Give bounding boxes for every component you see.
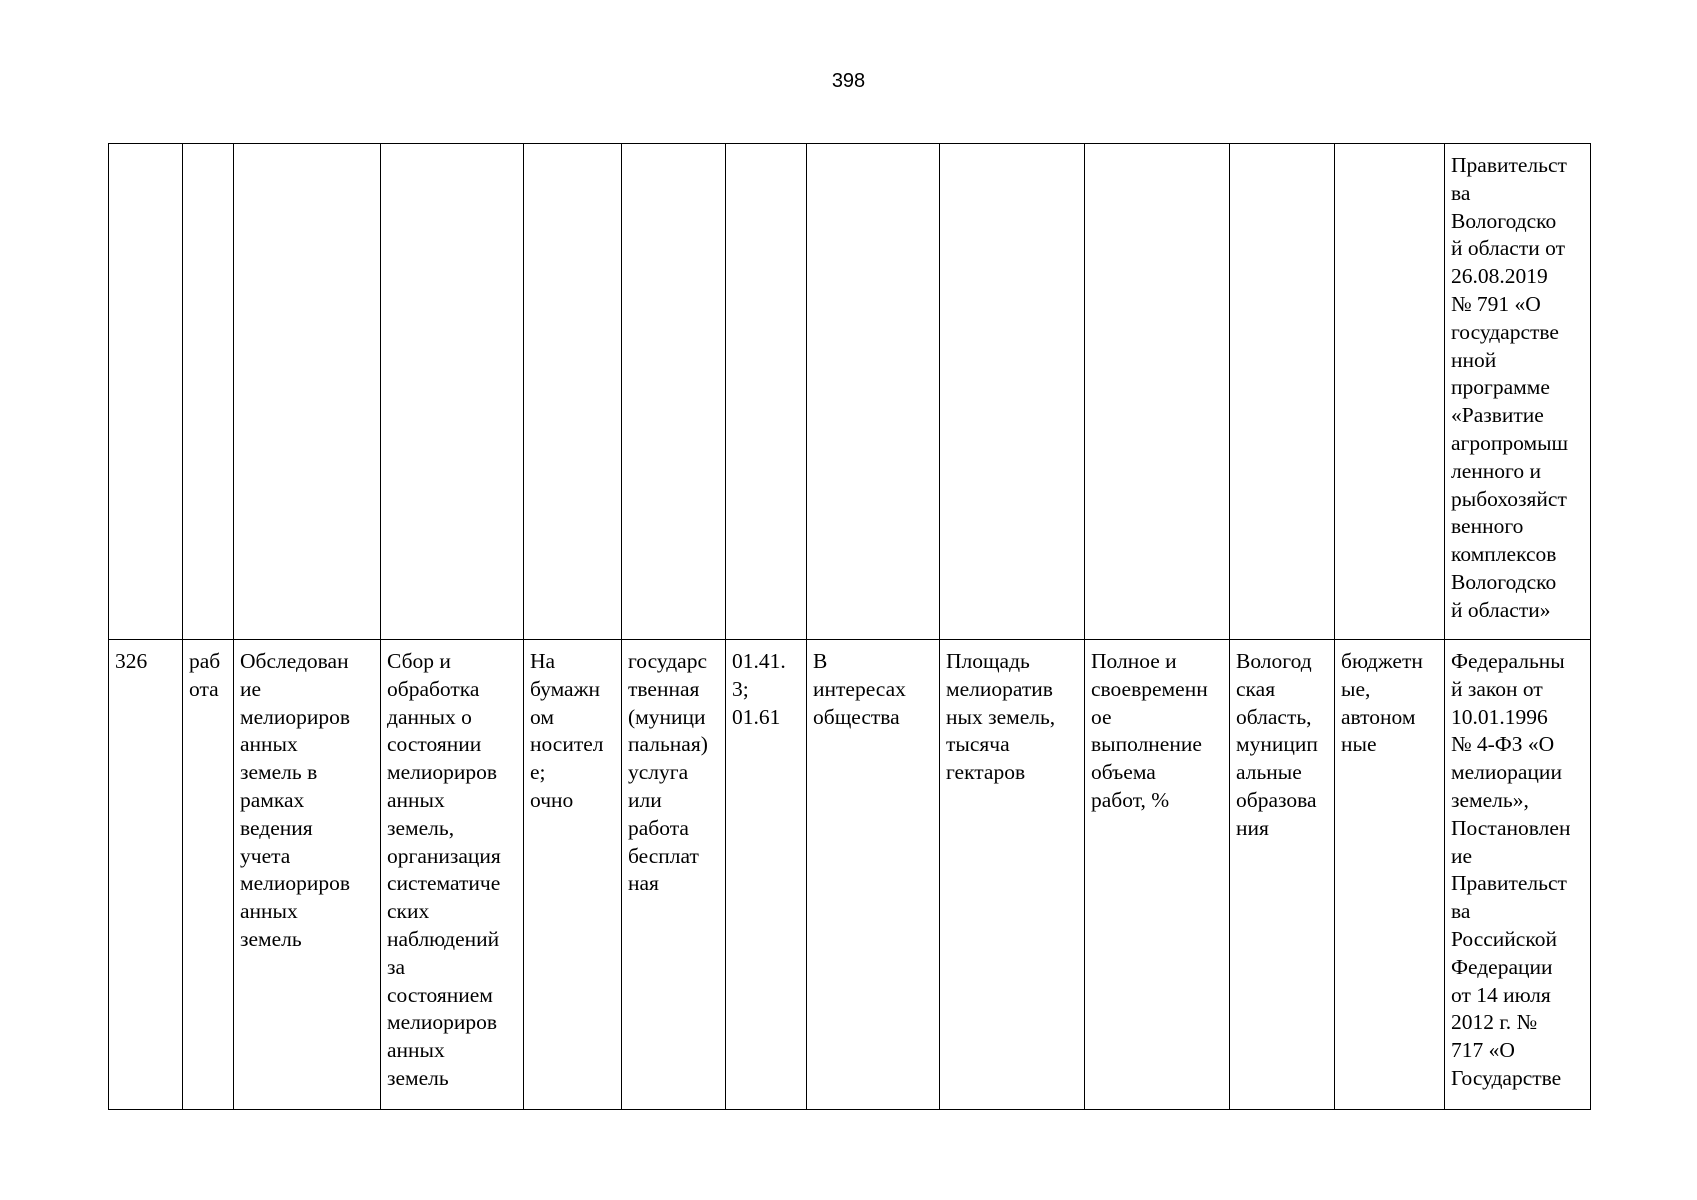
cell-form: [524, 144, 622, 640]
cell-institution-type: [1335, 144, 1445, 640]
cell-volume-indicator: [940, 144, 1085, 640]
table-row: [109, 640, 1591, 1110]
cell-okved: [726, 144, 807, 640]
cell-consumers: В интересах общества: [807, 640, 940, 1110]
table-row-continuation: [109, 144, 1591, 640]
cell-quality-indicator: Полное и своевременн ое выполнение объема работ, %: [1085, 640, 1230, 1110]
cell-consumers: [807, 144, 940, 640]
document-table: [108, 143, 1591, 1110]
cell-quality-indicator: [1085, 144, 1230, 640]
cell-okved: 01.41. 3; 01.61: [726, 640, 807, 1110]
cell-content: Сбор и обработка данных о состоянии мелиориров анных земель, организация систематиче ских наблюдений за состоянием мелиориров анных земель: [381, 640, 524, 1110]
cell-number: 326: [109, 640, 183, 1110]
cell-work-name: Обследован ие мелиориров анных земель в рамках ведения учета мелиориров анных земель: [234, 640, 381, 1110]
cell-payment: [622, 144, 726, 640]
page-number: 398: [831, 70, 866, 92]
cell-legal-basis: Правительст ва Вологодско й области от 26.08.2019 № 791 «О государстве нной программе «Развитие агропромыш ленного и рыбохозяйст венного комплексов Вологодско й области»: [1445, 144, 1591, 640]
cell-founder: Вологод ская область, муницип альные образова ния: [1230, 640, 1335, 1110]
cell-work-name: [234, 144, 381, 640]
cell-institution-type: бюджетн ые, автоном ные: [1335, 640, 1445, 1110]
cell-type: [183, 144, 234, 640]
cell-type: раб ота: [183, 640, 234, 1110]
cell-number: [109, 144, 183, 640]
cell-content: [381, 144, 524, 640]
cell-volume-indicator: Площадь мелиоратив ных земель, тысяча гектаров: [940, 640, 1085, 1110]
cell-founder: [1230, 144, 1335, 640]
cell-form: На бумажн ом носител е; очно: [524, 640, 622, 1110]
cell-payment: государс твенная (муници пальная) услуга или работа бесплат ная: [622, 640, 726, 1110]
cell-legal-basis: Федеральны й закон от 10.01.1996 № 4-ФЗ «О мелиорации земель», Постановлен ие Правительст ва Российской Федерации от 14 июля 2012 г. № 717 «О Государстве: [1445, 640, 1591, 1110]
